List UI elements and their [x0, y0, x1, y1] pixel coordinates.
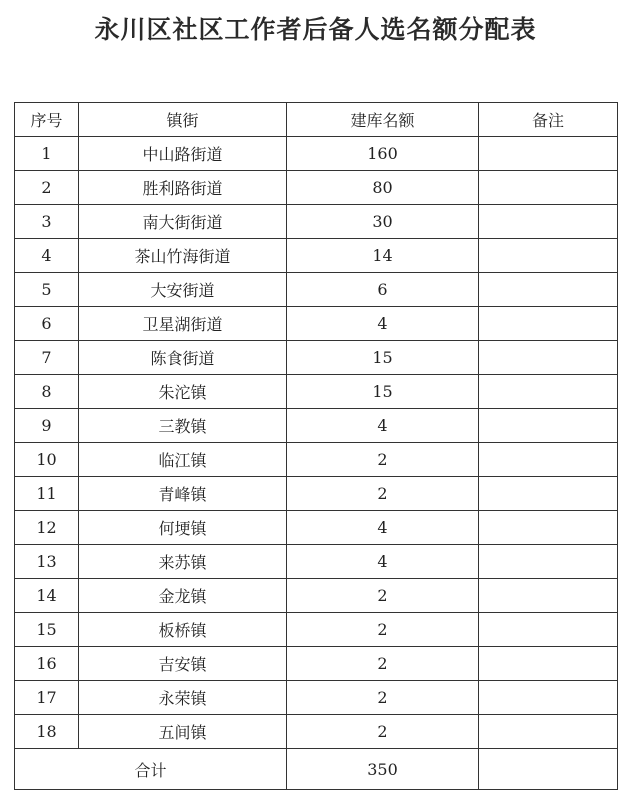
cell-note	[479, 273, 618, 307]
table-row	[15, 613, 618, 647]
cell-town: 青峰镇	[79, 477, 287, 511]
table-row	[15, 137, 618, 171]
cell-quota: 14	[287, 239, 479, 273]
cell-note	[479, 715, 618, 749]
cell-quota: 2	[287, 647, 479, 681]
cell-quota: 80	[287, 171, 479, 205]
cell-note	[479, 579, 618, 613]
cell-quota: 2	[287, 477, 479, 511]
table-row	[15, 273, 618, 307]
table-header-row	[15, 103, 618, 137]
header-note: 备注	[479, 103, 618, 137]
cell-quota: 160	[287, 137, 479, 171]
cell-quota: 4	[287, 511, 479, 545]
cell-note	[479, 477, 618, 511]
total-row	[15, 749, 618, 790]
cell-seq: 1	[15, 137, 79, 171]
cell-note	[479, 545, 618, 579]
cell-town: 金龙镇	[79, 579, 287, 613]
cell-quota: 2	[287, 681, 479, 715]
cell-quota: 6	[287, 273, 479, 307]
cell-quota: 4	[287, 307, 479, 341]
cell-town: 大安街道	[79, 273, 287, 307]
cell-town: 何埂镇	[79, 511, 287, 545]
cell-note	[479, 205, 618, 239]
cell-seq: 2	[15, 171, 79, 205]
table-row	[15, 307, 618, 341]
total-value: 350	[287, 749, 479, 790]
cell-seq: 3	[15, 205, 79, 239]
cell-town: 来苏镇	[79, 545, 287, 579]
cell-quota: 30	[287, 205, 479, 239]
cell-seq: 6	[15, 307, 79, 341]
cell-town: 朱沱镇	[79, 375, 287, 409]
cell-seq: 17	[15, 681, 79, 715]
cell-seq: 5	[15, 273, 79, 307]
cell-seq: 9	[15, 409, 79, 443]
table-row	[15, 647, 618, 681]
table-row	[15, 545, 618, 579]
cell-quota: 15	[287, 375, 479, 409]
cell-quota: 2	[287, 715, 479, 749]
cell-town: 五间镇	[79, 715, 287, 749]
table-row	[15, 681, 618, 715]
total-note	[479, 749, 618, 790]
cell-seq: 12	[15, 511, 79, 545]
cell-note	[479, 647, 618, 681]
cell-quota: 2	[287, 579, 479, 613]
header-seq: 序号	[15, 103, 79, 137]
cell-note	[479, 409, 618, 443]
cell-note	[479, 375, 618, 409]
cell-town: 中山路街道	[79, 137, 287, 171]
cell-town: 永荣镇	[79, 681, 287, 715]
cell-seq: 14	[15, 579, 79, 613]
cell-town: 临江镇	[79, 443, 287, 477]
cell-town: 板桥镇	[79, 613, 287, 647]
cell-note	[479, 511, 618, 545]
total-label: 合计	[15, 749, 287, 790]
cell-note	[479, 443, 618, 477]
cell-town: 茶山竹海街道	[79, 239, 287, 273]
cell-quota: 2	[287, 443, 479, 477]
cell-town: 南大街街道	[79, 205, 287, 239]
cell-town: 陈食街道	[79, 341, 287, 375]
table-row	[15, 341, 618, 375]
page-title: 永川区社区工作者后备人选名额分配表	[94, 15, 537, 44]
table-row	[15, 477, 618, 511]
cell-note	[479, 341, 618, 375]
cell-seq: 7	[15, 341, 79, 375]
table-row	[15, 579, 618, 613]
cell-town: 胜利路街道	[79, 171, 287, 205]
cell-note	[479, 613, 618, 647]
table-row	[15, 443, 618, 477]
cell-quota: 4	[287, 409, 479, 443]
cell-seq: 4	[15, 239, 79, 273]
quota-table	[14, 102, 618, 790]
cell-note	[479, 239, 618, 273]
table-row	[15, 511, 618, 545]
cell-quota: 2	[287, 613, 479, 647]
table-row	[15, 375, 618, 409]
cell-note	[479, 137, 618, 171]
table-row	[15, 409, 618, 443]
cell-seq: 16	[15, 647, 79, 681]
cell-note	[479, 307, 618, 341]
table-row	[15, 715, 618, 749]
header-town: 镇街	[79, 103, 287, 137]
cell-quota: 15	[287, 341, 479, 375]
cell-seq: 13	[15, 545, 79, 579]
cell-town: 卫星湖街道	[79, 307, 287, 341]
cell-town: 吉安镇	[79, 647, 287, 681]
cell-seq: 18	[15, 715, 79, 749]
cell-seq: 8	[15, 375, 79, 409]
cell-quota: 4	[287, 545, 479, 579]
cell-seq: 10	[15, 443, 79, 477]
cell-town: 三教镇	[79, 409, 287, 443]
cell-note	[479, 681, 618, 715]
table-row	[15, 171, 618, 205]
table-row	[15, 205, 618, 239]
cell-note	[479, 171, 618, 205]
table-body	[15, 137, 618, 749]
table-row	[15, 239, 618, 273]
cell-seq: 11	[15, 477, 79, 511]
cell-seq: 15	[15, 613, 79, 647]
header-quota: 建库名额	[287, 103, 479, 137]
